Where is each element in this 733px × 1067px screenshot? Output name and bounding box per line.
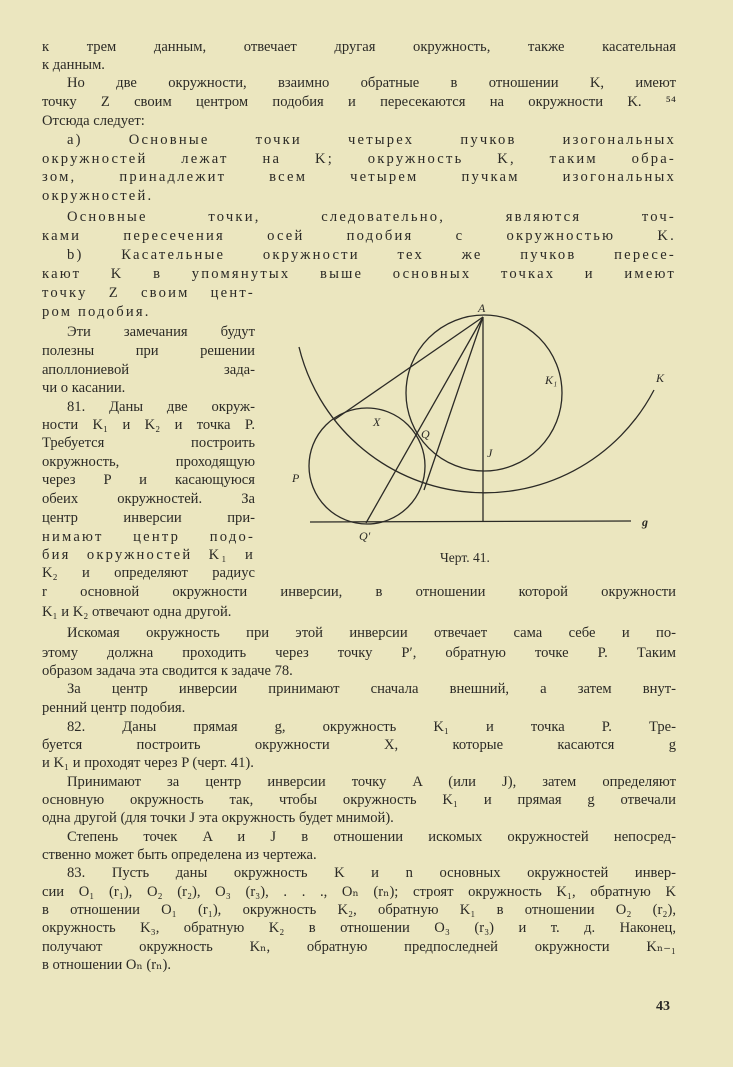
label-k1: K₁ (545, 373, 558, 387)
text-line: Эти замечания будут (67, 324, 255, 340)
text-line: окружностей. (42, 188, 154, 204)
text-line: бия окружностей K₁ и (42, 547, 255, 563)
text-line: в отношении Oₙ (rₙ). (42, 957, 171, 973)
text-line: кают K в упомянутых выше основных точках и имеют (42, 266, 676, 282)
text-line: нимают центр подо- (42, 529, 255, 545)
text-line: b) Касательные окружности тех же пучков пересе- (67, 247, 676, 263)
text-line: Степень точек A и J в отношении искомых окружностей непосред- (67, 829, 676, 845)
text-line: точку Z своим центром подобия и пересекаются на окружности K. ⁵⁴ (42, 94, 676, 110)
tangent-line (334, 317, 483, 420)
label-q: Q (421, 427, 430, 441)
figure-caption: Черт. 41. (440, 550, 490, 565)
page-number: 43 (656, 999, 670, 1014)
circle-x (309, 408, 425, 524)
label-a: A (478, 301, 486, 315)
text-line: Принимают за центр инверсии точку A (или J), затем определяют (67, 774, 676, 790)
text-line: ренний центр подобия. (42, 700, 186, 716)
text-line: и K₁ и проходят через P (черт. 41). (42, 755, 254, 771)
label-p: P (292, 471, 300, 485)
text-line: аполлониевой зада- (42, 362, 255, 378)
text-line: этому должна проходить через точку P′, обратную точке P. Таким (42, 645, 676, 661)
text-line: сии O₁ (r₁), O₂ (r₂), O₃ (r₃), . . ., Oₙ (rₙ); строят окружность K₁, обратную K (42, 884, 676, 900)
text-line: r основной окружности инверсии, в отношении которой окружности (42, 584, 676, 600)
text-line: окружностей лежат на K; окружность K, таким обра- (42, 151, 676, 167)
text-line: ками пересечения осей подобия с окружностью K. (42, 228, 676, 244)
text-line: За центр инверсии принимают сначала внешний, а затем внут- (67, 681, 676, 697)
text-line: зом, принадлежит всем четырем пучкам изогональных (42, 169, 676, 185)
text-line: полезны при решении (42, 343, 255, 359)
text-line: Отсюда следует: (42, 113, 145, 129)
text-line: к данным. (42, 57, 105, 73)
label-q-prime: Q′ (359, 529, 371, 543)
text-line: к трем данным, отвечает другая окружность, также касательная (42, 39, 676, 55)
text-line: ности K₁ и K₂ и точка P. (42, 417, 255, 433)
line-a-q (424, 317, 483, 490)
text-line: через P и касающуюся (42, 472, 255, 488)
text-line: ром подобия. (42, 304, 151, 320)
text-line: получают окружность Kₙ, обратную предпоследней окружности Kₙ₋₁ (42, 939, 676, 955)
text-line: 82. Даны прямая g, окружность K₁ и точка P. Тре- (67, 719, 676, 735)
circle-k1 (406, 315, 562, 471)
text-line: ственно может быть определена из чертежа. (42, 847, 317, 863)
line-g (310, 521, 631, 522)
text-line: основную окружность так, чтобы окружность K₁ и прямая g отвечали (42, 792, 676, 808)
text-line: чи о касании. (42, 380, 126, 396)
label-g: g (642, 515, 648, 529)
text-line: точку Z своим цент- (42, 285, 255, 301)
text-line: Основные точки, следовательно, являются точ- (67, 209, 676, 225)
text-line: одна другой (для точки J эта окружность будет мнимой). (42, 810, 394, 826)
label-j: J (487, 446, 493, 460)
text-line: K₁ и K₂ отвечают одна другой. (42, 604, 232, 620)
text-line: 81. Даны две окруж- (67, 399, 255, 415)
text-line: буется построить окружности X, которые касаются g (42, 737, 676, 753)
text-line: Требуется построить (42, 435, 255, 451)
text-line: образом задача эта сводится к задаче 78. (42, 663, 293, 679)
label-k: K (656, 371, 665, 385)
label-x: X (373, 415, 381, 429)
text-line: окружность K₃, обратную K₂ в отношении O₃ (r₃) и т. д. Наконец, (42, 920, 676, 936)
text-line: обеих окружностей. За (42, 491, 255, 507)
text-line: Но две окружности, взаимно обратные в отношении K, имеют (67, 75, 676, 91)
text-line: центр инверсии при- (42, 510, 255, 526)
text-line: K₂ и определяют радиус (42, 565, 255, 581)
text-line: a) Основные точки четырех пучков изогональных (67, 132, 676, 148)
text-line: 83. Пусть даны окружность K и n основных окружностей инвер- (67, 865, 676, 881)
text-line: Искомая окружность при этой инверсии отвечает сама себе и по- (67, 625, 676, 641)
text-line: в отношении O₁ (r₁), окружность K₂, обратную K₁ в отношении O₂ (r₂), (42, 902, 676, 918)
text-line: окружность, проходящую (42, 454, 255, 470)
